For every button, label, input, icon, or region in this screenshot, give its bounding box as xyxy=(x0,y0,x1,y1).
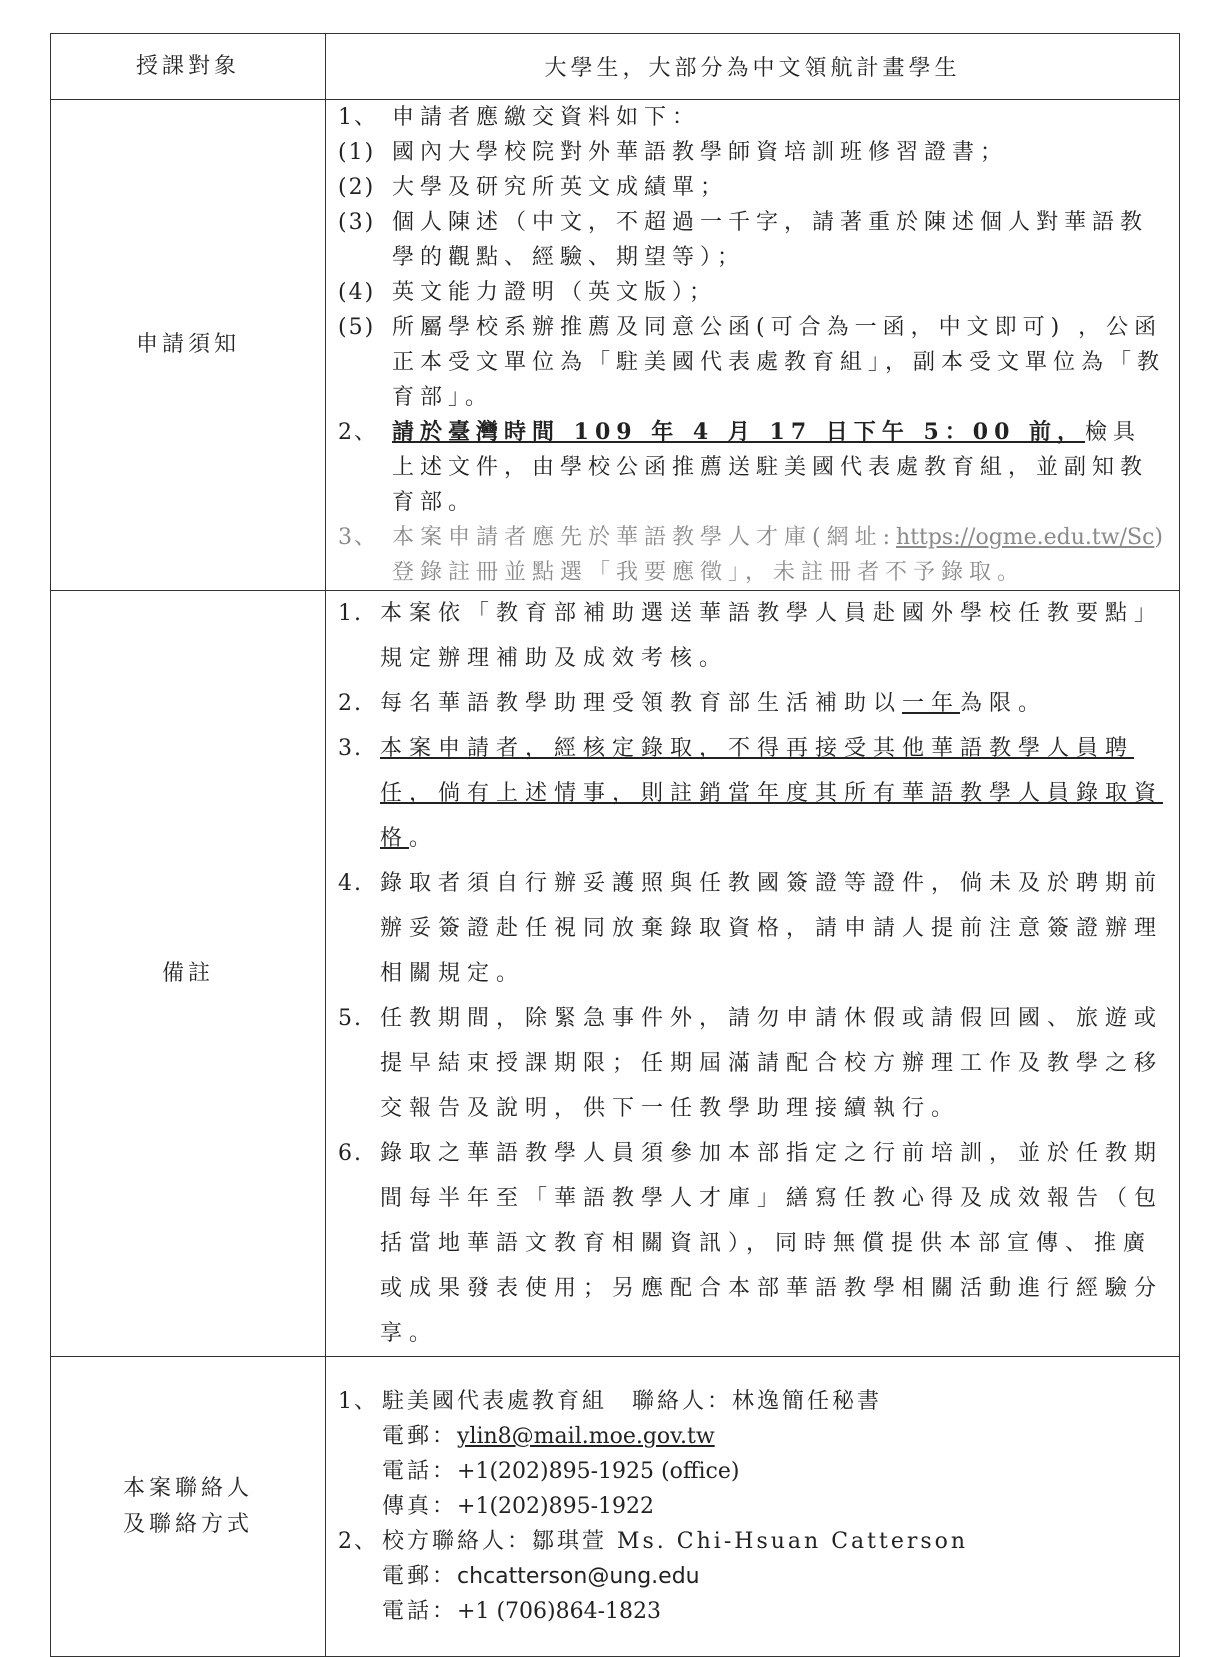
contact-1-fax xyxy=(338,1489,1169,1524)
item-text: 國內大學校院對外華語教學師資培訓班修習證書； xyxy=(392,140,1009,165)
list-item xyxy=(338,135,1169,170)
label-line: 及聯絡方式 xyxy=(122,1511,253,1537)
item-text: 錄取者須自行辦妥護照與任教國簽證等證件，倘未及於聘期前辦妥簽證赴任視同放棄錄取資格，請申請人提前注意簽證辦理相關規定。 xyxy=(380,871,1164,986)
field-label: 電郵： xyxy=(382,1424,458,1449)
underlined-text: 本案申請者，經核定錄取，不得再接受其他華語教學人員聘任，倘有上述情事，則註銷當年度其所有華語教學人員錄取資格 xyxy=(380,736,1164,851)
field-label: 傳真： xyxy=(382,1494,458,1519)
item-marker: 1、 xyxy=(338,105,378,130)
contact-1-email xyxy=(338,1419,1169,1454)
notes-content xyxy=(326,591,1180,1357)
email-link[interactable]: ylin8@mail.moe.gov.tw xyxy=(457,1424,715,1449)
phone-value: +1(202)895-1925 (office) xyxy=(457,1459,740,1484)
list-item xyxy=(338,681,1169,726)
field-label: 電話： xyxy=(382,1459,458,1484)
item-text: 申請者應繳交資料如下： xyxy=(392,105,701,130)
item-marker: (1) xyxy=(338,140,376,165)
item-marker: 5. xyxy=(338,1006,363,1031)
item-text: 錄取之華語教學人員須參加本部指定之行前培訓，並於任教期間每半年至「華語教學人才庫」繕寫任教心得及成效報告（包括當地華語文教育相關資訊），同時無償提供本部宣傳、推廣或成果發表使用；另應配合本部華語教學相關活動進行經驗分享。 xyxy=(380,1141,1164,1346)
contact-title: 駐美國代表處教育組 聯絡人：林逸簡任秘書 xyxy=(382,1389,883,1414)
item-text: 。 xyxy=(409,826,439,851)
item-marker: 1. xyxy=(338,601,363,626)
list-item xyxy=(338,996,1169,1131)
item-text: 個人陳述（中文，不超過一千字，請著重於陳述個人對華語教學的觀點、經驗、期望等）； xyxy=(392,210,1149,270)
item-text: 所屬學校系辦推薦及同意公函(可合為一函，中文即可) ，公函正本受文單位為「駐美國代表處教育組」，副本受文單位為「教育部」。 xyxy=(392,315,1166,410)
row-notes xyxy=(51,591,1180,1357)
item-text: 本案申請者應先於華語教學人才庫(網址: xyxy=(392,525,896,550)
item-text: 大學及研究所英文成績單； xyxy=(392,175,729,200)
row-teaching-target xyxy=(51,34,1180,100)
email-link[interactable]: chcatterson@ung.edu xyxy=(457,1564,700,1589)
list-item xyxy=(338,170,1169,205)
fax-value: +1(202)895-1922 xyxy=(457,1494,655,1519)
item-text: )登錄註冊並點選「我要應徵」，未註冊者不予錄取。 xyxy=(392,525,1169,585)
list-item xyxy=(338,275,1169,310)
contact-2 xyxy=(338,1524,1169,1559)
label-contacts xyxy=(51,1357,326,1657)
label-teaching-target: 授課對象 xyxy=(51,34,326,100)
item-marker: 4. xyxy=(338,871,363,896)
deadline-text: 請於臺灣時間 109 年 4 月 17 日下午 5：00 前， xyxy=(392,419,1086,445)
list-item xyxy=(338,100,1169,135)
item-marker: 6. xyxy=(338,1141,363,1166)
item-text: 本案依「教育部補助選送華語教學人員赴國外學校任教要點」規定辦理補助及成效考核。 xyxy=(380,601,1164,671)
item-marker: (2) xyxy=(338,175,376,200)
phone-value: +1 (706)864-1823 xyxy=(457,1599,662,1624)
list-item xyxy=(338,861,1169,996)
label-line: 本案聯絡人 xyxy=(122,1475,253,1501)
item-marker: 3、 xyxy=(338,525,378,550)
application-content xyxy=(326,100,1180,591)
list-item xyxy=(338,205,1169,275)
talent-db-link[interactable]: https://ogme.edu.tw/Sc xyxy=(896,525,1155,550)
item-text: 檢具上述文件，由學校公函推薦送駐美國代表處教育組，並副知教育部。 xyxy=(392,420,1149,515)
list-item-register xyxy=(338,520,1169,590)
item-marker: (4) xyxy=(338,280,376,305)
contact-2-email xyxy=(338,1559,1169,1594)
item-text: 為限。 xyxy=(960,691,1048,716)
contacts-content xyxy=(326,1357,1180,1657)
value-teaching-target: 大學生，大部分為中文領航計畫學生 xyxy=(326,34,1180,100)
contact-1 xyxy=(338,1384,1169,1419)
item-marker: 2. xyxy=(338,691,363,716)
item-marker: 2、 xyxy=(338,1529,378,1554)
label-application-notice: 申請須知 xyxy=(51,100,326,591)
item-marker: 2、 xyxy=(338,420,378,445)
item-marker: 3. xyxy=(338,736,363,761)
list-item xyxy=(338,591,1169,681)
list-item xyxy=(338,1131,1169,1356)
underlined-text: 一年 xyxy=(902,691,961,716)
list-item xyxy=(338,310,1169,415)
label-notes: 備註 xyxy=(51,591,326,1357)
contact-title: 校方聯絡人：鄒琪萱 Ms. Chi-Hsuan Catterson xyxy=(382,1529,969,1554)
item-text: 英文能力證明（英文版）； xyxy=(392,280,718,305)
contact-2-phone xyxy=(338,1594,1169,1629)
row-contacts xyxy=(51,1357,1180,1657)
list-item xyxy=(338,726,1169,861)
field-label: 電郵： xyxy=(382,1564,458,1589)
item-marker: (5) xyxy=(338,315,376,340)
item-marker: 1、 xyxy=(338,1389,378,1414)
list-item-deadline xyxy=(338,415,1169,520)
row-application-notice xyxy=(51,100,1180,591)
item-text: 每名華語教學助理受領教育部生活補助以 xyxy=(380,691,903,716)
field-label: 電話： xyxy=(382,1599,458,1624)
item-text: 任教期間，除緊急事件外，請勿申請休假或請假回國、旅遊或提早結束授課期限；任期屆滿請配合校方辦理工作及教學之移交報告及說明，供下一任教學助理接續執行。 xyxy=(380,1006,1164,1121)
contact-1-phone xyxy=(338,1454,1169,1489)
item-marker: (3) xyxy=(338,210,376,235)
info-table xyxy=(50,33,1180,1657)
